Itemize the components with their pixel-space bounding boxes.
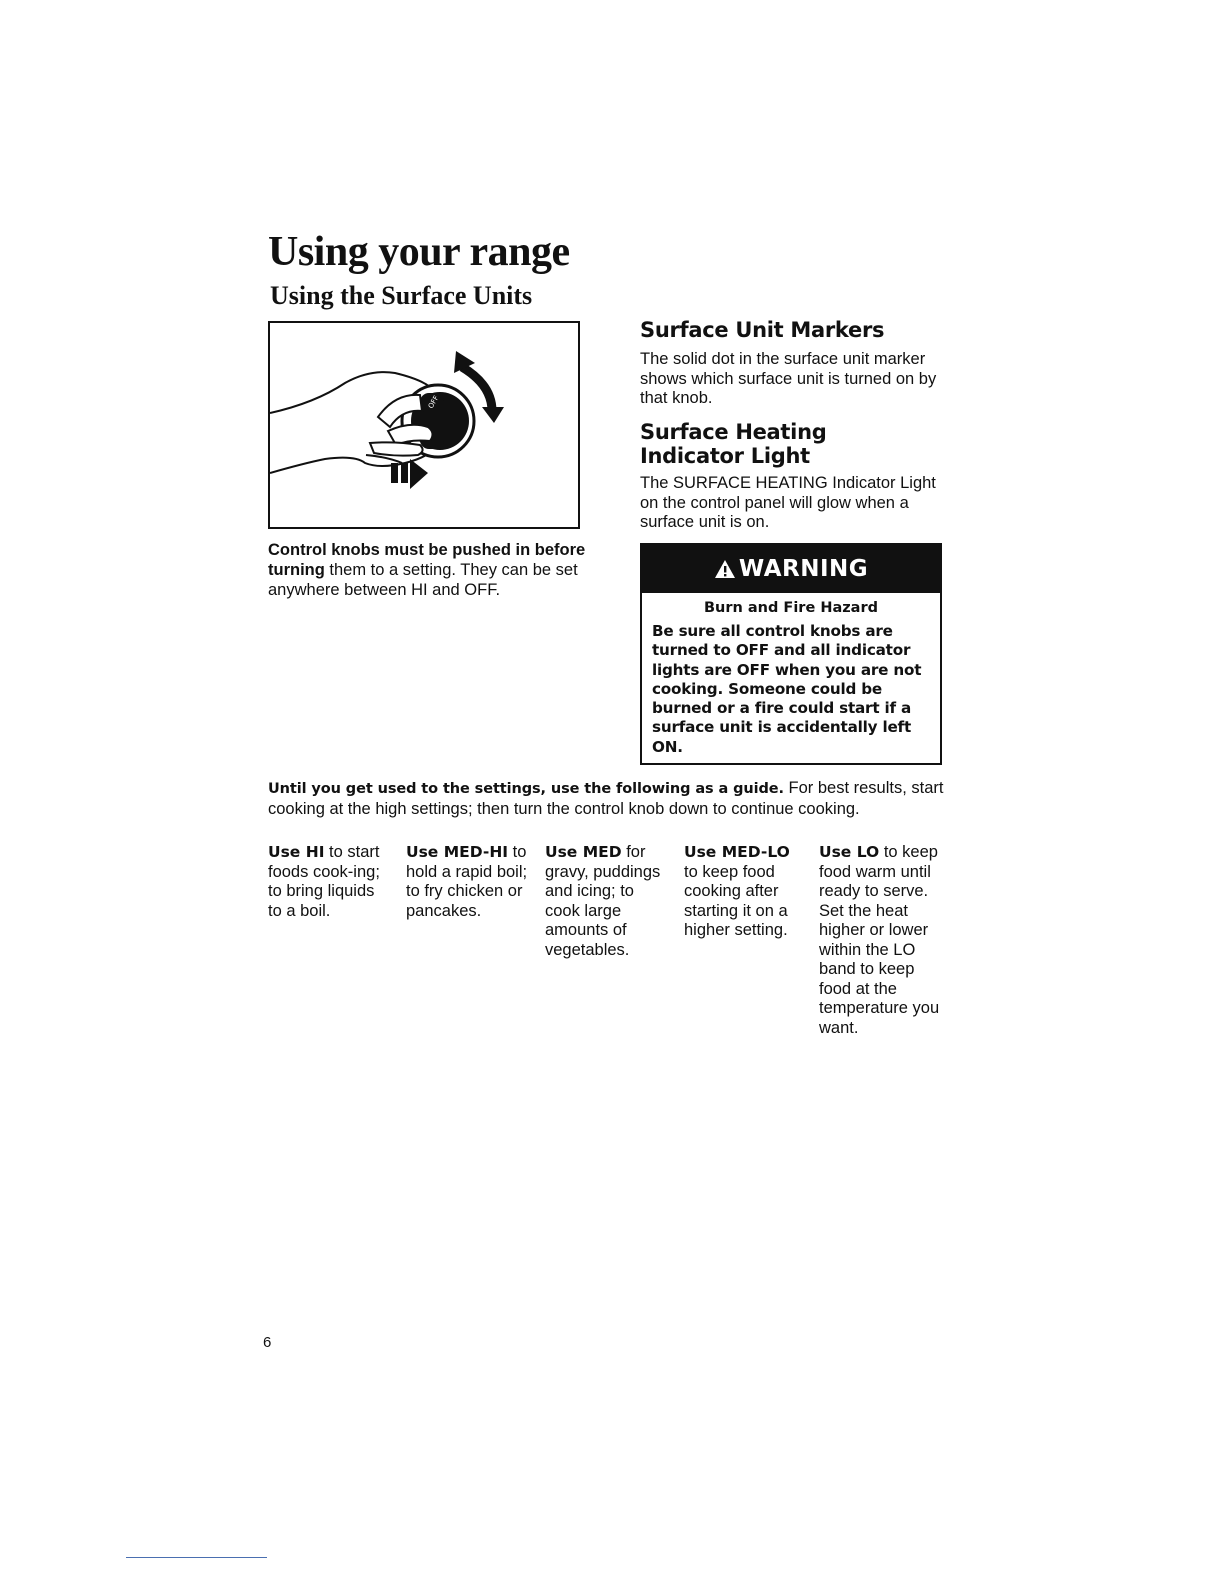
markers-heading: Surface Unit Markers bbox=[640, 318, 885, 342]
page-number: 6 bbox=[263, 1334, 272, 1351]
setting-label: Use HI bbox=[268, 843, 325, 861]
knob-off-label: OFF bbox=[426, 394, 441, 410]
setting-text: to start foods cook-ing; to bring liquids to a boil. bbox=[268, 843, 380, 920]
setting-text: for gravy, puddings and icing; to cook large amounts of vegetables. bbox=[545, 843, 661, 959]
page-title: Using your range bbox=[268, 229, 570, 275]
warning-subtitle: Burn and Fire Hazard bbox=[703, 600, 878, 616]
warning-triangle-icon bbox=[714, 559, 736, 579]
warning-banner bbox=[642, 545, 940, 593]
guide-bold: Until you get used to the settings, use the following as a guide. bbox=[268, 781, 784, 797]
setting-hi bbox=[268, 843, 390, 921]
guide-text: For best results, start cooking at the high settings; then turn the control knob down to continue cooking. bbox=[268, 779, 944, 818]
knob-illustration bbox=[268, 321, 580, 529]
setting-label: Use LO bbox=[819, 843, 880, 861]
setting-label: Use MED-LO bbox=[684, 843, 790, 861]
section-title: Using the Surface Units bbox=[270, 281, 533, 310]
setting-text: to keep food cooking after starting it on a higher setting. bbox=[684, 862, 788, 939]
heating-heading-line2: Indicator Light bbox=[640, 444, 810, 468]
markers-text: The solid dot in the surface unit marker shows which surface unit is turned on by that knob. bbox=[640, 350, 937, 407]
setting-label: Use MED bbox=[545, 843, 622, 861]
heating-heading bbox=[640, 420, 940, 468]
footer-rule bbox=[126, 1557, 267, 1558]
figure-caption bbox=[268, 540, 588, 600]
setting-text: to hold a rapid boil; to fry chicken or pancakes. bbox=[406, 843, 528, 920]
hand-turning-knob-icon bbox=[270, 323, 578, 527]
setting-text: to keep food warm until ready to serve. Set the heat higher or lower within the LO band to keep food at the temperature you want. bbox=[819, 843, 940, 1037]
setting-label: Use MED-HI bbox=[406, 843, 509, 861]
setting-med-lo bbox=[684, 843, 806, 941]
heating-text: The SURFACE HEATING Indicator Light on the control panel will glow when a surface unit is on. bbox=[640, 474, 936, 531]
heating-heading-line1: Surface Heating bbox=[640, 420, 827, 444]
setting-med-hi bbox=[406, 843, 530, 921]
warning-title: WARNING bbox=[738, 556, 869, 582]
caption-text: them to a setting. They can be set anywhere between HI and OFF. bbox=[268, 561, 578, 599]
warning-box bbox=[640, 543, 942, 765]
caption-bold: Control knobs must be pushed in before turning bbox=[268, 541, 586, 579]
warning-body: Be sure all control knobs are turned to OFF and all indicator lights are OFF when you are not cooking. Someone could be burned or a fire could start if a surface unit is accidentally left ON. bbox=[652, 622, 922, 756]
setting-med bbox=[545, 843, 665, 960]
setting-lo bbox=[819, 843, 941, 1038]
settings-guide-intro bbox=[268, 779, 948, 819]
